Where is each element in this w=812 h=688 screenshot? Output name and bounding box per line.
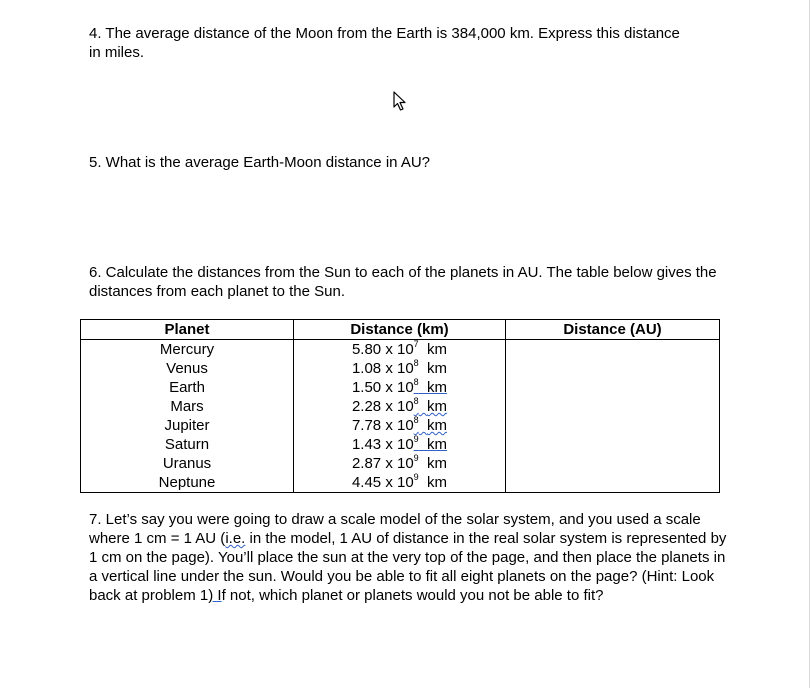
table-row xyxy=(81,416,720,435)
question-4: 4. The average distance of the Moon from the Earth is 384,000 km. Express this distance in miles. xyxy=(89,25,680,61)
distance-au-cell xyxy=(506,397,720,416)
distance-exponent: 8 xyxy=(413,396,419,406)
distance-km xyxy=(294,416,506,435)
question-7-text-c: f not, which planet or planets would you not be able to fit? xyxy=(221,587,604,604)
distance-exponent: 8 xyxy=(413,415,419,425)
distance-mantissa: 1.50 x 10 xyxy=(351,379,414,396)
distance-au-cell xyxy=(506,416,720,435)
page-edge xyxy=(809,0,810,688)
question-7-text-a: 7. Let’s say you were going to draw a scale model of the solar system, and you used a scale where 1 cm = 1 AU ( xyxy=(89,511,701,547)
distance-exponent: 9 xyxy=(413,434,419,444)
table-header-row xyxy=(81,320,720,340)
table-row xyxy=(81,454,720,473)
distance-mantissa: 5.80 x 10 xyxy=(351,341,414,358)
header-distance-au: Distance (AU) xyxy=(506,320,720,340)
flagged-text xyxy=(414,436,447,453)
planet-name: Venus xyxy=(81,359,294,378)
distance-mantissa: 7.78 x 10 xyxy=(351,417,414,434)
planet-name: Jupiter xyxy=(81,416,294,435)
mouse-pointer-icon xyxy=(393,91,407,111)
distance-exponent: 8 xyxy=(413,358,419,368)
distance-au-cell xyxy=(506,340,720,360)
distance-exponent: 9 xyxy=(413,472,419,482)
table-row xyxy=(81,359,720,378)
planet-name: Saturn xyxy=(81,435,294,454)
distance-exponent: 8 xyxy=(413,377,419,387)
distance-mantissa: 4.45 x 10 xyxy=(351,474,414,491)
distance-km xyxy=(294,435,506,454)
flagged-text xyxy=(414,379,447,396)
distance-km xyxy=(294,473,506,493)
question-7-ie: i.e. xyxy=(225,530,246,547)
distance-unit: km xyxy=(427,379,448,396)
distance-unit: km xyxy=(427,474,448,491)
distance-au-cell xyxy=(506,473,720,493)
distance-unit: km xyxy=(427,341,448,358)
table-row xyxy=(81,340,720,360)
flagged-text xyxy=(414,398,447,415)
table-row xyxy=(81,435,720,454)
question-7-gap: ) I xyxy=(208,587,222,604)
distance-unit: km xyxy=(427,455,448,472)
table-row xyxy=(81,378,720,397)
distance-km xyxy=(294,378,506,397)
question-6: 6. Calculate the distances from the Sun to each of the planets in AU. The table below gives the distances from each planet to the Sun. xyxy=(89,264,717,300)
distance-unit: km xyxy=(427,398,448,415)
header-distance-km: Distance (km) xyxy=(294,320,506,340)
distance-mantissa: 1.08 x 10 xyxy=(351,360,414,377)
table-row xyxy=(81,397,720,416)
distance-unit: km xyxy=(427,417,448,434)
distance-mantissa: 2.87 x 10 xyxy=(351,455,414,472)
distance-km xyxy=(294,340,506,360)
planet-name: Earth xyxy=(81,378,294,397)
header-planet: Planet xyxy=(81,320,294,340)
distance-unit: km xyxy=(427,436,448,453)
distance-au-cell xyxy=(506,454,720,473)
distance-exponent: 9 xyxy=(413,453,419,463)
distance-km xyxy=(294,454,506,473)
flagged-text xyxy=(414,417,447,434)
distance-km xyxy=(294,397,506,416)
question-7-text-b: in the model, 1 AU of distance in the real solar system is represented by 1 cm on the page). You’ll place the sun at the very top of the page, and then place the planets in a vertical line under the sun. Would you be able to fit all eight planets on the page? (Hint: Look back at problem 1 xyxy=(89,530,727,604)
distance-au-cell xyxy=(506,359,720,378)
planet-name: Neptune xyxy=(81,473,294,493)
distance-au-cell xyxy=(506,435,720,454)
planet-name: Mars xyxy=(81,397,294,416)
planet-name: Mercury xyxy=(81,340,294,360)
distance-exponent: 7 xyxy=(413,339,419,349)
question-5: 5. What is the average Earth-Moon distance in AU? xyxy=(89,154,431,171)
question-7 xyxy=(89,510,729,605)
distance-mantissa: 2.28 x 10 xyxy=(351,398,414,415)
distance-au-cell xyxy=(506,378,720,397)
distance-km xyxy=(294,359,506,378)
distance-unit: km xyxy=(427,360,448,377)
table-row xyxy=(81,473,720,493)
planet-name: Uranus xyxy=(81,454,294,473)
planet-distance-table xyxy=(80,319,720,493)
distance-mantissa: 1.43 x 10 xyxy=(351,436,414,453)
